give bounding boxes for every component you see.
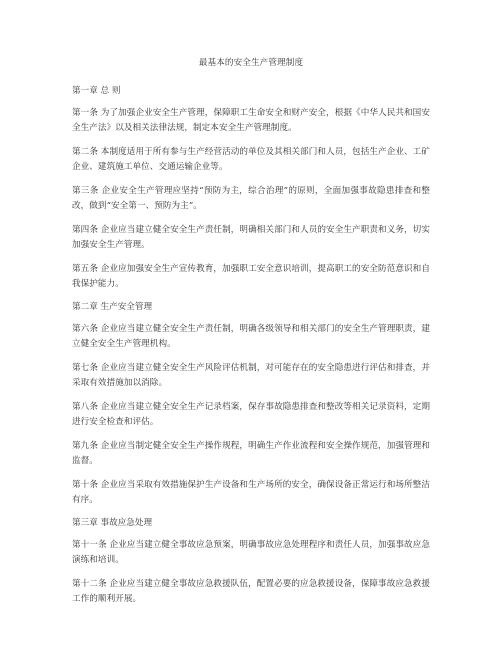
- document-title: 最基本的安全生产管理制度: [198, 58, 304, 68]
- article-6: 第六条 企业应当建立健全安全生产责任制，明确各级领导和相关部门的安全生产管理职责，建立健全安全生产管理机构。: [72, 324, 430, 349]
- article-1: 第一条 为了加强企业安全生产管理，保障职工生命安全和财产安全，根据《中华人民共和国安全生产法》以及相关法律法规，制定本安全生产管理制度。: [72, 108, 430, 133]
- section-heading: 第三章 事故应急处理: [72, 518, 153, 528]
- section-heading: 第二章 生产安全管理: [72, 302, 153, 312]
- article-4: 第四条 企业应当建立健全安全生产责任制，明确相关部门和人员的安全生产职责和义务，切实加强安全生产管理。: [72, 225, 430, 250]
- article-7: 第七条 企业应当建立健全安全生产风险评估机制，对可能存在的安全隐患进行评估和排查，并采取有效措施加以消除。: [72, 363, 430, 388]
- article-8: 第八条 企业应当建立健全安全生产记录档案，保存事故隐患排查和整改等相关记录资料，定期进行安全检查和评估。: [72, 402, 430, 427]
- section-heading: 第一章 总 则: [72, 86, 121, 96]
- section-2: [72, 301, 430, 508]
- article-12: 第十二条 企业应当建立健全事故应急救援队伍，配置必要的应急救援设备，保障事故应急救援工作的顺利开展。: [72, 579, 430, 604]
- section-1: [72, 85, 430, 292]
- section-3: [72, 517, 430, 607]
- article-9: 第九条 企业应当制定健全安全生产操作规程，明确生产作业流程和安全操作规范，加强管理和监督。: [72, 441, 430, 466]
- article-10: 第十条 企业应当采取有效措施保护生产设备和生产场所的安全，确保设备正常运行和场所整洁有序。: [72, 480, 430, 505]
- article-3: 第三条 企业安全生产管理应坚持“预防为主，综合治理”的原则，全面加强事故隐患排查和整改，做到“安全第一、预防为主”。: [72, 186, 430, 211]
- article-5: 第五条 企业应加强安全生产宣传教育，加强职工安全意识培训，提高职工的安全防范意识和自我保护能力。: [72, 264, 430, 289]
- article-11: 第十一条 企业应当建立健全事故应急预案，明确事故应急处理程序和责任人员，加强事故应急演练和培训。: [72, 540, 430, 565]
- article-2: 第二条 本制度适用于所有参与生产经营活动的单位及其相关部门和人员，包括生产企业、工矿企业、建筑施工单位、交通运输企业等。: [72, 147, 430, 172]
